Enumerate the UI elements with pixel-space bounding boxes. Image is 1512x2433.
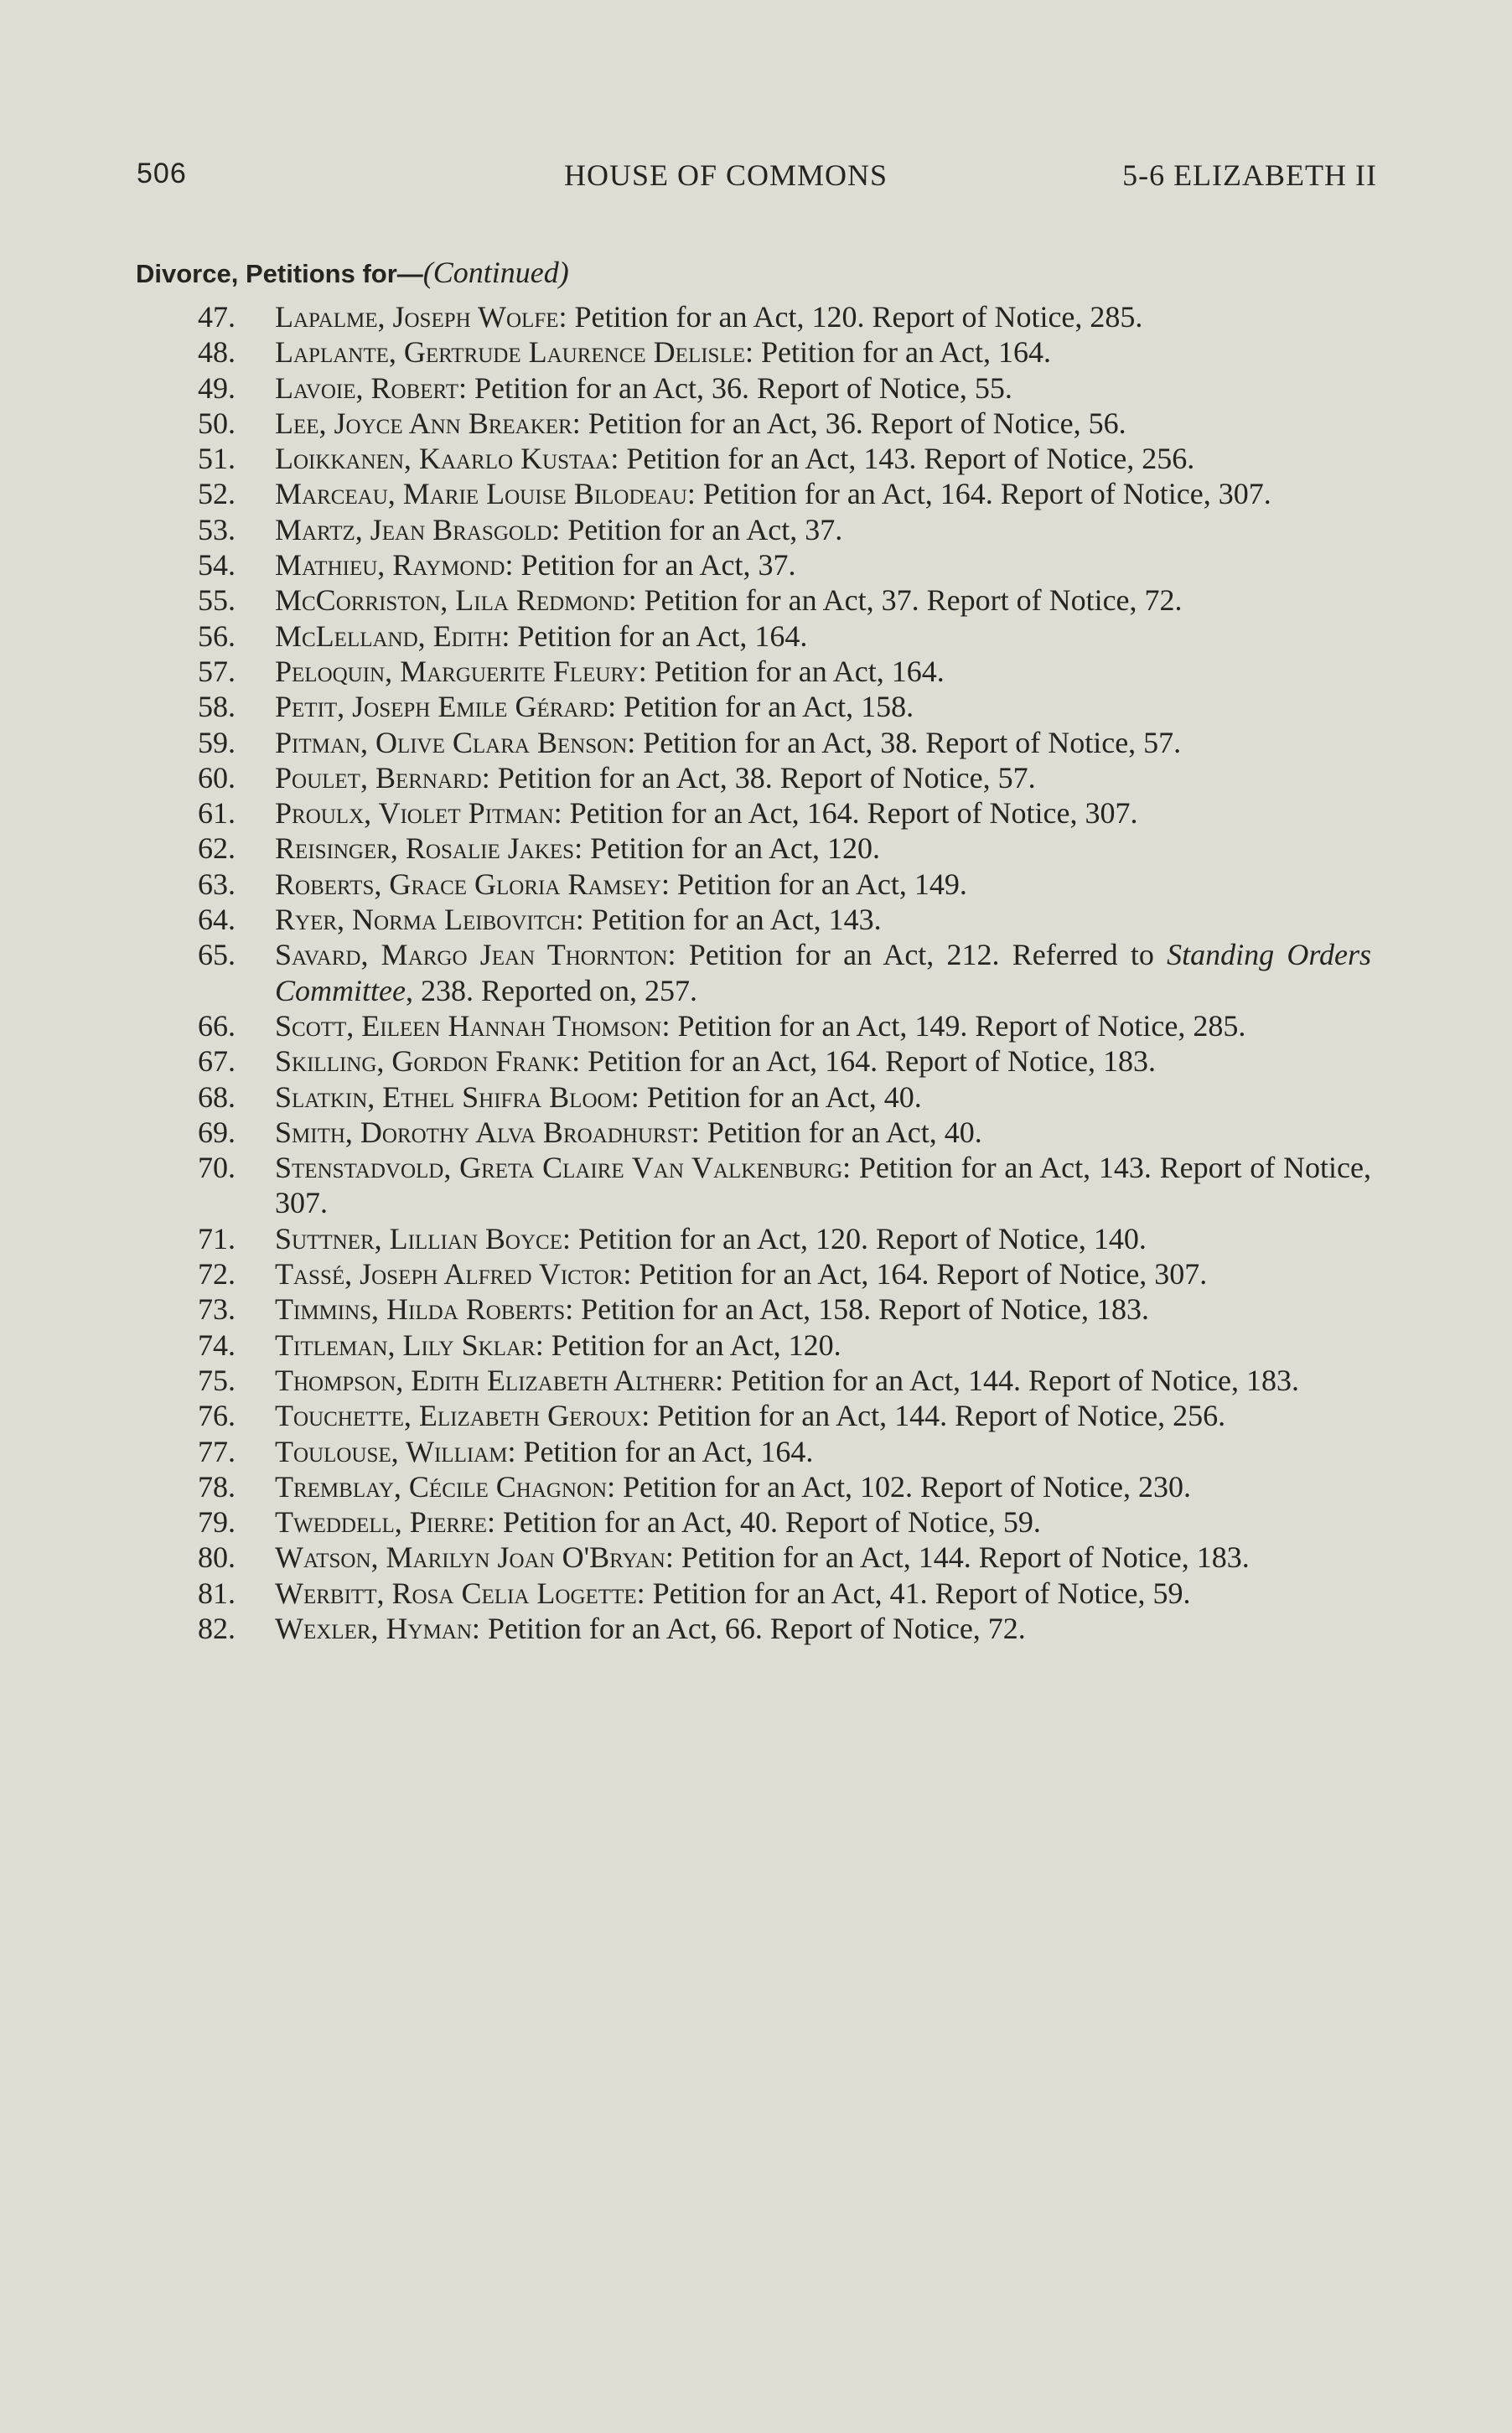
entry-text: : Petition for an Act, 120. Report of Notice, 140. <box>562 1221 1147 1255</box>
entry-number: 73. <box>198 1292 236 1327</box>
entry-number: 74. <box>198 1328 236 1362</box>
list-item <box>198 902 1371 937</box>
petitioner-name: Loikkanen, Kaarlo Kustaa <box>275 442 611 476</box>
entry-number: 52. <box>198 477 236 511</box>
petitioner-name: Tassé, Joseph Alfred Victor <box>275 1257 624 1292</box>
entry-number: 63. <box>198 867 236 901</box>
petition-list <box>198 299 1371 1646</box>
list-item <box>198 1292 1371 1327</box>
entry-text: : Petition for an Act, 38. Report of Notice, 57. <box>627 725 1182 759</box>
entry-number: 60. <box>198 760 236 795</box>
entry-text: : Petition for an Act, 143. <box>575 903 882 937</box>
entry-text: : Petition for an Act, 37. <box>505 548 796 582</box>
petitioner-name: Thompson, Edith Elizabeth Altherr <box>275 1363 716 1397</box>
entry-number: 62. <box>198 831 236 866</box>
entry-text: : Petition for an Act, 36. Report of Notice, 55. <box>458 370 1012 405</box>
entry-number: 66. <box>198 1008 236 1043</box>
entry-number: 72. <box>198 1257 236 1292</box>
list-item <box>198 619 1371 654</box>
entry-text: : Petition for an Act, 40. Report of Notice, 59. <box>487 1505 1041 1540</box>
list-item <box>198 725 1371 760</box>
entry-number: 75. <box>198 1363 236 1397</box>
list-item <box>198 937 1371 1008</box>
petitioner-name: Laplante, Gertrude Laurence Delisle <box>275 335 745 370</box>
entry-text: : Petition for an Act, 144. Report of Notice, 183. <box>665 1540 1250 1575</box>
entry-number: 77. <box>198 1434 236 1468</box>
entry-text: : Petition for an Act, 164. <box>638 654 945 688</box>
list-item <box>198 1079 1371 1115</box>
petitioner-name: Wexler, Hyman <box>275 1611 472 1645</box>
committee-reference: Standing Orders Committee <box>275 938 1371 1007</box>
petitioner-name: Pitman, Olive Clara Benson <box>275 725 628 759</box>
continued-label: (Continued) <box>422 256 569 289</box>
petitioner-name: Lapalme, Joseph Wolfe <box>275 300 559 334</box>
entry-text: : Petition for an Act, 38. Report of Notice, 57. <box>481 760 1036 795</box>
entry-text-tail: , 238. Reported on, 257. <box>405 973 697 1007</box>
petitioner-name: Skilling, Gordon Frank <box>275 1044 572 1079</box>
petitioner-name: Martz, Jean Brasgold <box>275 512 552 546</box>
section-label: Divorce, Petitions for— <box>136 259 423 288</box>
entry-text: : Petition for an Act, 149. <box>660 867 967 901</box>
entry-number: 69. <box>198 1115 236 1149</box>
list-item <box>198 654 1371 689</box>
list-item <box>198 441 1371 476</box>
list-item <box>198 299 1371 334</box>
entry-number: 57. <box>198 654 236 688</box>
list-item <box>198 1469 1371 1504</box>
entry-text: : Petition for an Act, 164. Report of Notice, 307. <box>553 796 1138 831</box>
entry-number: 65. <box>198 938 236 972</box>
entry-number: 61. <box>198 796 236 831</box>
entry-text: : Petition for an Act, 40. <box>630 1079 922 1114</box>
section-heading <box>136 255 569 290</box>
entry-number: 58. <box>198 690 236 724</box>
petitioner-name: Lee, Joyce Ann Breaker <box>275 406 572 440</box>
list-item <box>198 1576 1371 1611</box>
list-item <box>198 1611 1371 1646</box>
list-item <box>198 406 1371 441</box>
list-item <box>198 1540 1371 1575</box>
petitioner-name: Suttner, Lillian Boyce <box>275 1221 562 1255</box>
petitioner-name: Touchette, Elizabeth Geroux <box>275 1399 642 1433</box>
entry-text: : Petition for an Act, 149. Report of Notice, 285. <box>661 1008 1246 1043</box>
list-item <box>198 1043 1371 1079</box>
petitioner-name: Lavoie, Robert <box>275 370 458 405</box>
entry-number: 48. <box>198 335 236 370</box>
list-item <box>198 1434 1371 1469</box>
petitioner-name: Proulx, Violet Pitman <box>275 796 554 831</box>
entry-text: : Petition for an Act, 164. Report of Notice, 183. <box>572 1044 1157 1079</box>
list-item <box>198 582 1371 618</box>
entry-text: : Petition for an Act, 40. <box>691 1115 982 1149</box>
entry-text: : Petition for an Act, 41. Report of Notice, 59. <box>636 1576 1191 1610</box>
entry-number: 59. <box>198 725 236 759</box>
reign-label: 5-6 ELIZABETH II <box>1122 158 1377 192</box>
petitioner-name: Marceau, Marie Louise Bilodeau <box>275 477 687 511</box>
petitioner-name: McLelland, Edith <box>275 619 502 653</box>
list-item <box>198 760 1371 795</box>
petitioner-name: Peloquin, Marguerite Fleury <box>275 654 639 688</box>
petitioner-name: Titleman, Lily Sklar <box>275 1328 536 1362</box>
petitioner-name: Ryer, Norma Leibovitch <box>275 903 576 937</box>
petitioner-name: Poulet, Bernard <box>275 760 482 795</box>
entry-number: 68. <box>198 1079 236 1114</box>
list-item <box>198 1328 1371 1363</box>
petitioner-name: Tweddell, Pierre <box>275 1505 488 1540</box>
petitioner-name: Stenstadvold, Greta Claire Van Valkenburg <box>275 1151 843 1185</box>
petitioner-name: Roberts, Grace Gloria Ramsey <box>275 867 661 901</box>
list-item <box>198 512 1371 547</box>
petitioner-name: Werbitt, Rosa Celia Logette <box>275 1576 637 1610</box>
list-item <box>198 1008 1371 1043</box>
petitioner-name: Savard, Margo Jean Thornton <box>275 938 668 972</box>
entry-text: : Petition for an Act, 37. <box>551 512 843 546</box>
entry-text: : Petition for an Act, 164. <box>745 335 1051 370</box>
running-title: HOUSE OF COMMONS <box>564 158 888 192</box>
petitioner-name: Watson, Marilyn Joan O'Bryan <box>275 1540 665 1575</box>
entry-number: 51. <box>198 442 236 476</box>
entry-text: : Petition for an Act, 158. <box>608 690 914 724</box>
list-item <box>198 1150 1371 1221</box>
entry-text: : Petition for an Act, 36. Report of Notice, 56. <box>572 406 1126 440</box>
petitioner-name: McCorriston, Lila Redmond <box>275 583 629 618</box>
entry-number: 71. <box>198 1221 236 1255</box>
entry-text: : Petition for an Act, 120. <box>535 1328 841 1362</box>
page-header <box>137 158 1377 199</box>
list-item <box>198 1256 1371 1292</box>
entry-text: : Petition for an Act, 120. <box>574 831 881 866</box>
list-item <box>198 334 1371 370</box>
petitioner-name: Smith, Dorothy Alva Broadhurst <box>275 1115 691 1149</box>
entry-number: 47. <box>198 300 236 334</box>
petitioner-name: Slatkin, Ethel Shifra Bloom <box>275 1079 631 1114</box>
entry-number: 79. <box>198 1505 236 1540</box>
list-item <box>198 795 1371 831</box>
entry-number: 56. <box>198 619 236 653</box>
list-item <box>198 1504 1371 1540</box>
list-item <box>198 1115 1371 1150</box>
entry-text: : Petition for an Act, 143. Report of Notice, 307. <box>275 1151 1371 1220</box>
entry-text: : Petition for an Act, 66. Report of Notice, 72. <box>471 1611 1026 1645</box>
entry-number: 64. <box>198 903 236 937</box>
entry-text: : Petition for an Act, 212. Referred to <box>667 938 1168 972</box>
entry-number: 78. <box>198 1469 236 1504</box>
entry-text: : Petition for an Act, 164. Report of Notice, 307. <box>686 477 1271 511</box>
petitioner-name: Timmins, Hilda Roberts <box>275 1292 566 1327</box>
entry-number: 54. <box>198 548 236 582</box>
entry-text: : Petition for an Act, 143. Report of Notice, 256. <box>610 442 1195 476</box>
entry-number: 53. <box>198 512 236 546</box>
entry-text: : Petition for an Act, 164. <box>501 619 808 653</box>
entry-text: : Petition for an Act, 144. Report of Notice, 256. <box>641 1399 1226 1433</box>
entry-number: 80. <box>198 1540 236 1575</box>
petitioner-name: Scott, Eileen Hannah Thomson <box>275 1008 662 1043</box>
entry-text: : Petition for an Act, 144. Report of Notice, 183. <box>715 1363 1299 1397</box>
entry-number: 82. <box>198 1611 236 1645</box>
petitioner-name: Petit, Joseph Emile Gérard <box>275 690 608 724</box>
petitioner-name: Reisinger, Rosalie Jakes <box>275 831 575 866</box>
list-item <box>198 1221 1371 1256</box>
list-item <box>198 689 1371 724</box>
entry-text: : Petition for an Act, 164. Report of Notice, 307. <box>623 1257 1208 1292</box>
list-item <box>198 547 1371 582</box>
entry-number: 50. <box>198 406 236 440</box>
list-item <box>198 1398 1371 1433</box>
list-item <box>198 1363 1371 1398</box>
entry-text: : Petition for an Act, 158. Report of Notice, 183. <box>565 1292 1150 1327</box>
petitioner-name: Toulouse, William <box>275 1434 508 1468</box>
page-number: 506 <box>137 158 187 189</box>
entry-text: : Petition for an Act, 164. <box>507 1434 814 1468</box>
entry-number: 67. <box>198 1044 236 1079</box>
entry-text: : Petition for an Act, 37. Report of Notice, 72. <box>628 583 1183 618</box>
petitioner-name: Mathieu, Raymond <box>275 548 505 582</box>
entry-text: : Petition for an Act, 120. Report of Notice, 285. <box>558 300 1143 334</box>
list-item <box>198 867 1371 902</box>
list-item <box>198 370 1371 406</box>
entry-number: 76. <box>198 1399 236 1433</box>
entry-text: : Petition for an Act, 102. Report of Notice, 230. <box>607 1469 1191 1504</box>
list-item <box>198 831 1371 866</box>
list-item <box>198 476 1371 511</box>
entry-number: 49. <box>198 370 236 405</box>
entry-number: 81. <box>198 1576 236 1610</box>
entry-number: 55. <box>198 583 236 618</box>
petitioner-name: Tremblay, Cécile Chagnon <box>275 1469 608 1504</box>
entry-number: 70. <box>198 1151 236 1185</box>
